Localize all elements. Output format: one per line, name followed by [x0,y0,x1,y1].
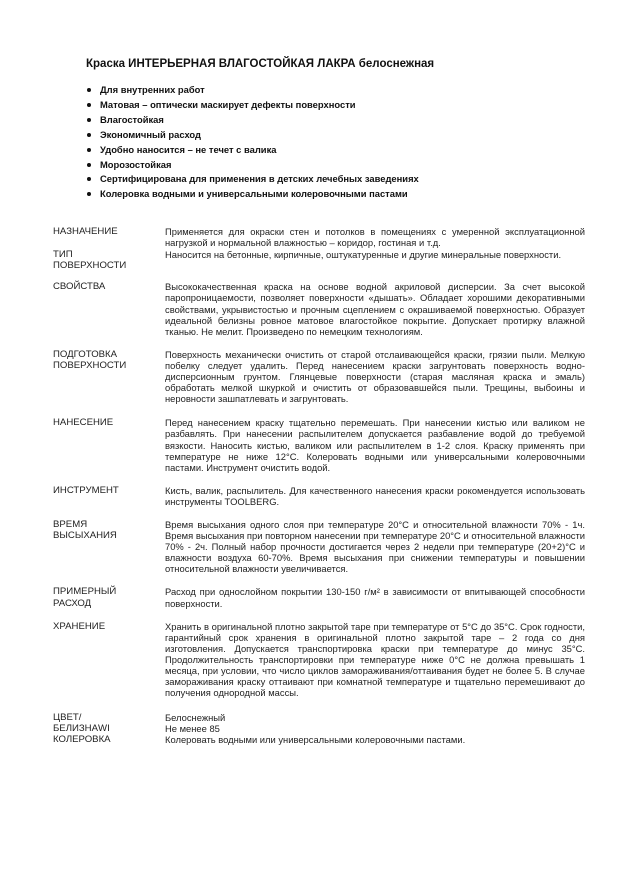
section-text: Колеровать водными или универсальными колеровочными пастами. [165,734,466,746]
section-label: ПОДГОТОВКА ПОВЕРХНОСТИ [53,348,127,371]
section-label: ВРЕМЯ ВЫСЫХАНИЯ [53,518,117,542]
section-instrument [53,485,585,507]
section-label: НАНЕСЕНИЕ [53,417,114,429]
section-label: ХРАНЕНИЕ [53,620,106,632]
feature-item: Влагостойкая [100,113,600,128]
section-naznachenie [53,226,585,248]
section-label: НАЗНАЧЕНИЕ [53,226,118,237]
bullet-icon [87,88,91,92]
section-belizna [53,723,585,734]
section-svoystva [53,281,585,336]
bullet-icon [87,148,91,152]
section-text: Кисть, валик, распылитель. Для качественного нанесения краски рокомендуется использовать инструменты TOOLBERG. [165,484,585,507]
section-label: ПРИМЕРНЫЙ РАСХОД [53,586,117,609]
section-text: Перед нанесением краску тщательно перемешать. При нанесении кистью или валиком не разбавлять. При нанесении распылителем допускается разбавление водой до требуемой вязкости. Наносить кистью, валиком или распылителем в 1-2 слоя. Краску применять при температуре не ниже 12°C. Колеровать водными или универсальными колеровочными пастами. Инструмент очистить водой. [165,417,585,473]
feature-item: Сертифицирована для применения в детских лечебных заведениях [100,172,600,187]
section-podgotovka [53,349,585,404]
section-cvet [53,712,585,723]
bullet-icon [87,177,91,181]
feature-item: Удобно наносится – не течет с валика [100,143,600,158]
section-label: КОЛЕРОВКА [53,734,111,746]
product-title: Краска ИНТЕРЬЕРНАЯ ВЛАГОСТОЙКАЯ ЛАКРА белоснежная [86,58,435,70]
section-text: Не менее 85 [165,723,220,735]
section-text: Хранить в оригинальной плотно закрытой таре при температуре от 5°C до 35°C. Срок годности, гарантийный срок хранения в оригинальной плотно закрытой таре – 2 года со дня изготовления. Допускается транспортировка краски при температуре до минус 35°C. Продолжительность транспортировки при температуре ниже 0°C не должна превышать 1 месяца, при условии, что число циклов замораживания/оттаивания будет не более 5. В случае замораживания краску оттаивают при комнатной температуре и тщательно перемешивают до получения однородной массы. [165,620,585,699]
section-nanesenie [53,417,585,472]
section-text: Расход при однослойном покрытии 130-150 г/м² в зависимости от впитывающей способности поверхности. [165,586,585,609]
section-text: Белоснежный [165,712,226,724]
section-label: ЦВЕТ/ [53,712,82,724]
section-kolerovka [53,734,585,745]
bullet-icon [87,118,91,122]
bullet-icon [87,192,91,196]
section-vremya [53,519,585,574]
spec-sections [53,226,585,746]
section-text: Время высыхания одного слоя при температуре 20°C и относительной влажности 70% - 1ч. Время высыхания при повторном нанесении при температуре 20°C и относительной влажности 70% - 2ч. Полный набор прочности достигается через 2 недели при температуре (20+2)°C и влажности воздуха 60-70%. Время высыхания при снижении температуры и повышении относительной влажности увеличивается. [165,518,585,575]
feature-item: Морозостойкая [100,158,600,173]
section-text: Применяется для окраски стен и потолков в помещениях с умеренной эксплуатационной нагрузкой и нормальной влажностью – коридор, гостиная и т.д. [165,226,585,249]
feature-item: Колеровка водными и универсальными колеровочными пастами [100,187,600,202]
section-label: ТИП ПОВЕРХНОСТИ [53,249,127,272]
feature-item: Для внутренних работ [100,83,600,98]
section-hranenie [53,621,585,699]
bullet-icon [87,163,91,167]
section-text: Высококачественная краска на основе водной акриловой дисперсии. За счет высокой паропроницаемости, позволяет поверхности «дышать». Обладает хорошими декоративными свойствами, укрывистостью и прочным сцеплением с окрашиваемой поверхностью. Образует идеальной белизны ровное матовое влагостойкое покрытие. Допускает протирку влажной тканью. Не мелит. Произведено по немецким технологиям. [165,281,585,337]
feature-list [86,83,600,202]
section-rashod [53,586,585,608]
section-text: Наносится на бетонные, кирпичные, оштукатуренные и другие минеральные поверхности. [165,249,562,261]
feature-item: Экономичный расход [100,128,600,143]
section-text: Поверхность механически очистить от старой отслаивающейся краски, грязии пыли. Мелкую побелку следует удалить. Перед нанесением краски загрунтовать поверхность водно-дисперсионным грунтом. Глянцевые поверхности (старая масляная краска и эмаль) обработать мелкой шкуркой и очистить от образовавшейся пыли. Трещины, выбоины и неровности зашпатлевать и загрунтовать. [165,348,585,405]
bullet-icon [87,103,91,107]
feature-item: Матовая – оптически маскирует дефекты поверхности [100,98,600,113]
bullet-icon [87,133,91,137]
section-poverhnost [53,249,585,271]
section-label: СВОЙСТВА [53,281,106,293]
section-label: БЕЛИЗНАWI [53,723,110,735]
section-label: ИНСТРУМЕНТ [53,484,119,496]
